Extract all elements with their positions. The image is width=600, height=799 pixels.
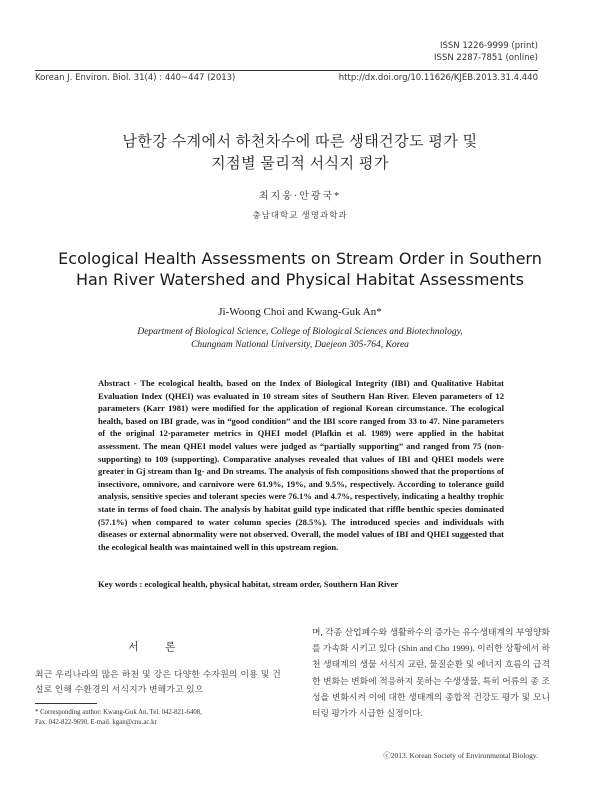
footnote-rule (35, 703, 97, 704)
authors-english: Ji-Woong Choi and Kwang-Guk An* (218, 306, 382, 318)
footnote (35, 708, 285, 727)
header-rule (35, 70, 538, 71)
section-title-introduction: 서 론 (128, 642, 188, 653)
title-english-line2: Han River Watershed and Physical Habitat Assessments (75, 270, 524, 289)
issn-block (434, 40, 538, 64)
issn-online: ISSN 2287-7851 (online) (434, 53, 538, 63)
footnote-line1: * Corresponding author: Kwang-Guk An, Tel. 042-821-6408, (35, 709, 202, 716)
copyright: ⓒ2013. Korean Society of Environmental Biology. (383, 751, 538, 760)
keywords: Key words : ecological health, physical habitat, stream order, Southern Han River (98, 579, 399, 589)
title-english (0, 248, 600, 290)
intro-text-left: 최근 우리나라의 많은 하천 및 강은 다양한 수자원의 이용 및 건설로 인해 수환경의 서식지가 변해가고 있으 (35, 669, 281, 694)
journal-header (35, 73, 538, 83)
affiliation-english-line2: Chungnam National University, Daejeon 305-764, Korea (191, 340, 409, 350)
abstract: Abstract - The ecological health, based on the Index of Biological Integrity (IBI) and Qualitative Habitat Evaluation Index (QHEI) was evaluated in 10 stream sites of Southern Han River. Eleven parameters of 12 parameters (Karr 1981) were modified for the application of regional Korean circumstance. The ecological health, based on IBI grade, was in “good condition” and the IBI score ranged from 33 to 47. Nine parameters of the original 12-parameter metrics in QHEI model (Plafkin et al. 1989) were applied in the habitat assessment. The mean QHEI model values were judged as “partially supporting” and ranged from 75 (non-supporting) to 109 (supporting). Comparative analyses revealed that values of IBI and QHEI models were greater in Gj stream than Ig- and Dn streams. The analysis of fish compositions showed that the proportions of insectivore, omnivore, and carnivore were 61.9%, 19%, and 9.5%, respectively. According to tolerance guild analysis, sensitive species and tolerant species were 76.1% and 4.7%, respectively, indicating a healthy trophic state in terms of food chain. The analysis by habitat guild type indicated that riffle benthic species dominated (57.1%) when compared to water column species (28.5%). The introduced species and individuals with diseases or external abnormality were not observed. Overall, the model values of IBI and QHEI suggested that the ecological health was maintained well in this upstream region. (98, 378, 504, 552)
title-korean-line1: 남한강 수계에서 하천차수에 따른 생태건강도 평가 및 (122, 134, 478, 150)
issn-print: ISSN 1226-9999 (print) (440, 41, 538, 51)
title-korean (0, 131, 600, 175)
title-korean-line2: 지점별 물리적 서식지 평가 (211, 156, 389, 172)
affiliation-english (0, 326, 600, 352)
title-english-line1: Ecological Health Assessments on Stream Order in Southern (58, 249, 542, 268)
affiliation-english-line1: Department of Biological Science, College of Biological Sciences and Biotechnology, (137, 327, 463, 337)
intro-text-right: 며, 각종 산업폐수와 생활하수의 증가는 유수생태계의 부영양화를 가속화 시키고 있다 (Shin and Cho 1999). 이러한 상황에서 하천 생태계의 생물 서식지 교란, 물질순환 및 에너지 흐름의 급격한 변화는 변화에 적응하지 못하는 수생생물, 특히 어류의 종 조성을 변화시켜 이에 대한 생태계의 종합적 건강도 평가 및 모니터링 평가가 시급한 실정이다. (312, 627, 550, 719)
doi-link[interactable]: http://dx.doi.org/10.11626/KJEB.2013.31.4.440 (338, 73, 538, 83)
affiliation-korean: 충남대학교 생명과학과 (252, 210, 348, 220)
authors-korean: 최지웅·안광국* (258, 191, 342, 202)
footnote-line2: Fax. 042-822-9690, E-mail. kgan@cnu.ac.kr (35, 718, 157, 726)
journal-citation: Korean J. Environ. Biol. 31(4) : 440~447 (2013) (35, 73, 236, 83)
